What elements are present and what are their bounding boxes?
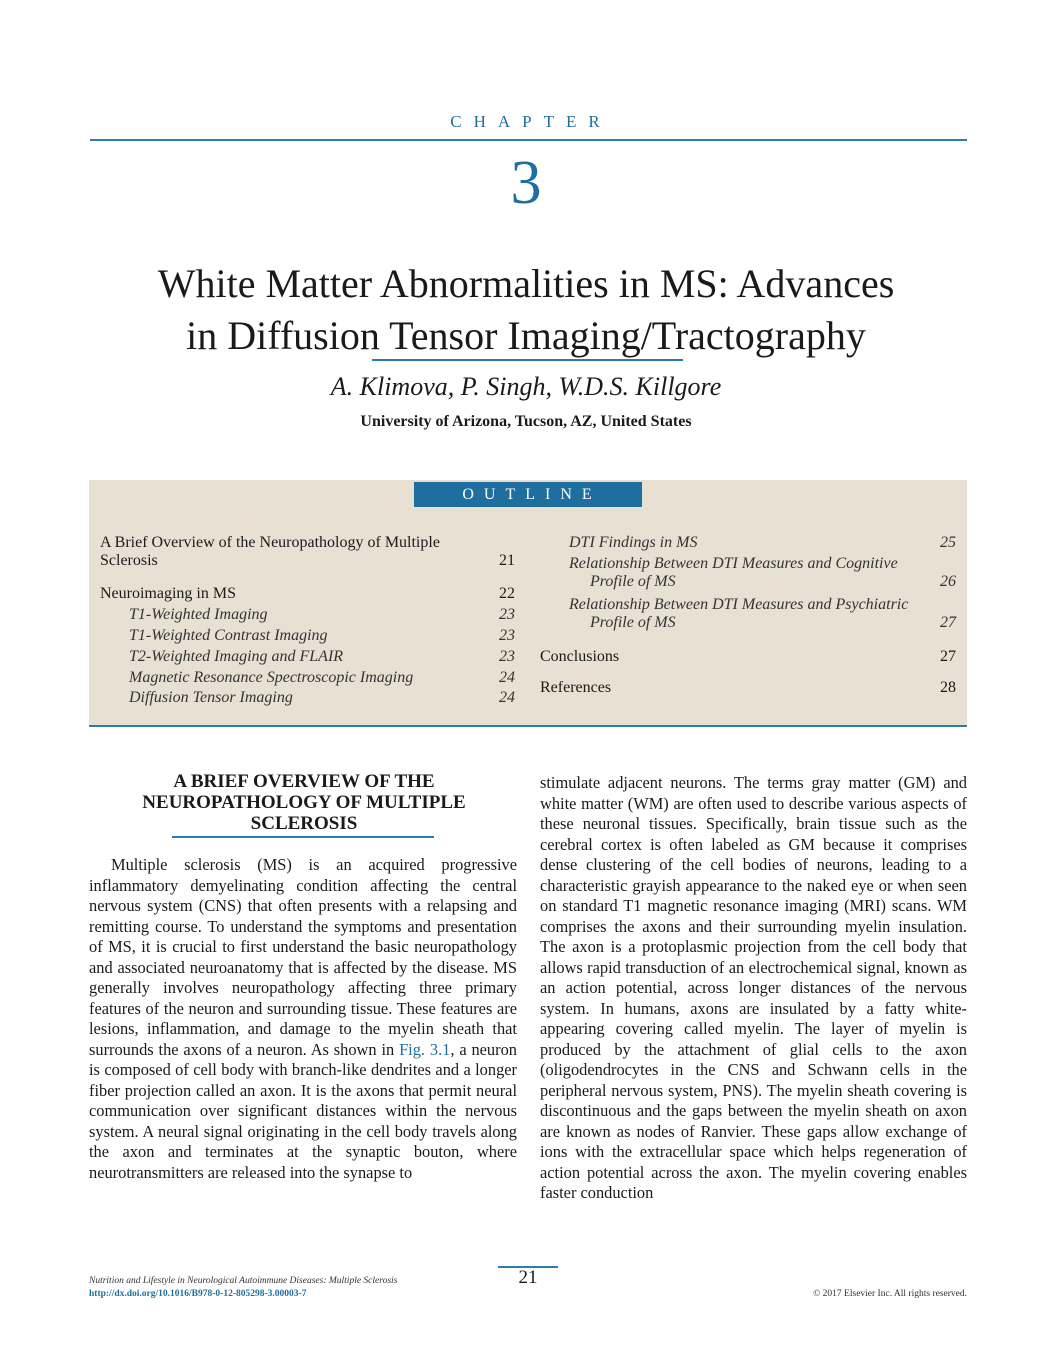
section-heading-line-1: A BRIEF OVERVIEW OF THE [173, 771, 435, 792]
page-number: 21 [518, 1267, 538, 1288]
toc-subentry[interactable] [129, 606, 515, 624]
toc-page-number: 23 [499, 627, 515, 644]
section-heading-line-2: NEUROPATHOLOGY OF MULTIPLE [142, 792, 466, 813]
section-heading-divider [172, 836, 434, 838]
toc-page-number: 23 [499, 648, 515, 665]
copyright: © 2017 Elsevier Inc. All rights reserved. [813, 1289, 967, 1299]
toc-entry[interactable] [540, 679, 956, 697]
chapter-label: CHAPTER [450, 112, 612, 131]
toc-page-number: 25 [940, 534, 956, 551]
chapter-number: 3 [510, 149, 542, 217]
toc-subentry[interactable] [129, 689, 515, 707]
affiliation: University of Arizona, Tucson, AZ, United States [360, 413, 692, 430]
toc-page-number: 24 [499, 689, 515, 706]
toc-entry-title-line-1: Relationship Between DTI Measures and Cognitive [569, 555, 898, 572]
toc-entry-title-line-2: Profile of MS [590, 573, 676, 590]
outline-label: OUTLINE [414, 482, 642, 507]
toc-subentry[interactable] [569, 555, 956, 591]
toc-page-number: 23 [499, 606, 515, 623]
body-text: Multiple sclerosis (MS) is an acquired progressive inflammatory demyelinating condition affecting the central nervous system (CNS) that often presents with a relapsing and remitting course. To understand the symptoms and presentation of MS, it is crucial to first understand the basic neuropathology and associated neuroanatomy that is affected by the disease. MS generally involves neuropathology affecting three primary features of the neuron and surrounding tissue. These features are lesions, inflammation, and damage to the myelin sheath that surrounds the axons of a neuron. As shown in [89, 855, 517, 1059]
book-title: Nutrition and Lifestyle in Neurological Autoimmune Diseases: Multiple Sclerosis [89, 1276, 398, 1286]
toc-subentry[interactable] [129, 627, 515, 645]
toc-entry-title-line-2: Sclerosis [100, 552, 158, 569]
title-divider [372, 359, 683, 361]
doi-link[interactable]: http://dx.doi.org/10.1016/B978-0-12-805298-3.00003-7 [89, 1289, 307, 1299]
toc-page-number: 28 [940, 679, 956, 696]
toc-entry-title: T1-Weighted Contrast Imaging [129, 627, 328, 644]
toc-entry[interactable] [100, 534, 520, 570]
section-heading-line-3: SCLEROSIS [250, 813, 358, 834]
toc-entry-title: DTI Findings in MS [569, 534, 698, 551]
toc-entry-title: T2-Weighted Imaging and FLAIR [129, 648, 344, 665]
toc-entry-title-line-1: A Brief Overview of the Neuropathology of Multiple [100, 534, 440, 551]
toc-entry-title: Neuroimaging in MS [100, 585, 236, 602]
body-text: , a neuron is composed of cell body with branch-like dendrites and a longer fiber projection called an axon. It is the axons that permit neural communication over significant distances within the nervous system. A neural signal originating in the cell body travels along the axon and terminates at the synaptic bouton, where neurotransmitters are released into the synapse to [89, 1039, 517, 1182]
toc-entry[interactable] [100, 585, 515, 603]
toc-page-number: 24 [499, 669, 515, 686]
body-column-left [89, 855, 517, 1183]
toc-subentry[interactable] [129, 669, 515, 687]
toc-entry-title-line-1: Relationship Between DTI Measures and Psychiatric [569, 596, 909, 613]
figure-link[interactable]: Fig. 3.1 [399, 1039, 451, 1059]
toc-entry-title-line-2: Profile of MS [590, 614, 676, 631]
authors: A. Klimova, P. Singh, W.D.S. Killgore [330, 372, 722, 401]
toc-page-number: 27 [940, 648, 956, 665]
chapter-title-line-1: White Matter Abnormalities in MS: Advances [157, 261, 895, 306]
chapter-divider [90, 139, 967, 141]
toc-subentry[interactable] [569, 534, 956, 552]
toc-page-number: 21 [499, 552, 515, 569]
toc-subentry[interactable] [569, 596, 956, 632]
chapter-title [60, 258, 992, 362]
toc-entry-title: Magnetic Resonance Spectroscopic Imaging [129, 669, 414, 686]
section-heading [92, 771, 516, 834]
toc-page-number: 26 [940, 573, 956, 590]
toc-entry-title: Diffusion Tensor Imaging [129, 689, 293, 706]
toc-subentry[interactable] [129, 648, 515, 666]
toc-entry-title: References [540, 679, 612, 696]
toc-entry-title: T1-Weighted Imaging [129, 606, 268, 623]
toc-page-number: 27 [940, 614, 956, 631]
toc-entry[interactable] [540, 648, 956, 666]
chapter-title-line-2: in Diffusion Tensor Imaging/Tractography [186, 313, 866, 358]
toc-page-number: 22 [499, 585, 515, 602]
body-column-right: stimulate adjacent neurons. The terms gray matter (GM) and white matter (WM) are often used to describe various aspects of these neuronal tissues. Specifically, brain tissue such as the cerebral cortex is often labeled as GM because it comprises dense clustering of the cell bodies of neurons, leading to a characteristic grayish appearance to the naked eye or when seen on standard T1 magnetic resonance imaging (MRI) scans. WM comprises the axons and their surrounding myelin insulation. The axon is a protoplasmic projection from the cell body that allows rapid transduction of an electrochemical signal, known as an action potential, across longer distances of the nervous system. In humans, axons are insulated by a fatty white-appearing covering called myelin. The layer of myelin is produced by the attachment of glial cells to the axon (oligodendrocytes in the CNS and Schwann cells in the peripheral nervous system, PNS). The myelin sheath covering is discontinuous and the gaps between the myelin sheath on axon are known as nodes of Ranvier. These gaps allow exchange of ions with the extracellular space which helps regeneration of action potential across the axon. The myelin covering enables faster conduction [540, 773, 967, 1202]
toc-entry-title: Conclusions [540, 648, 620, 665]
